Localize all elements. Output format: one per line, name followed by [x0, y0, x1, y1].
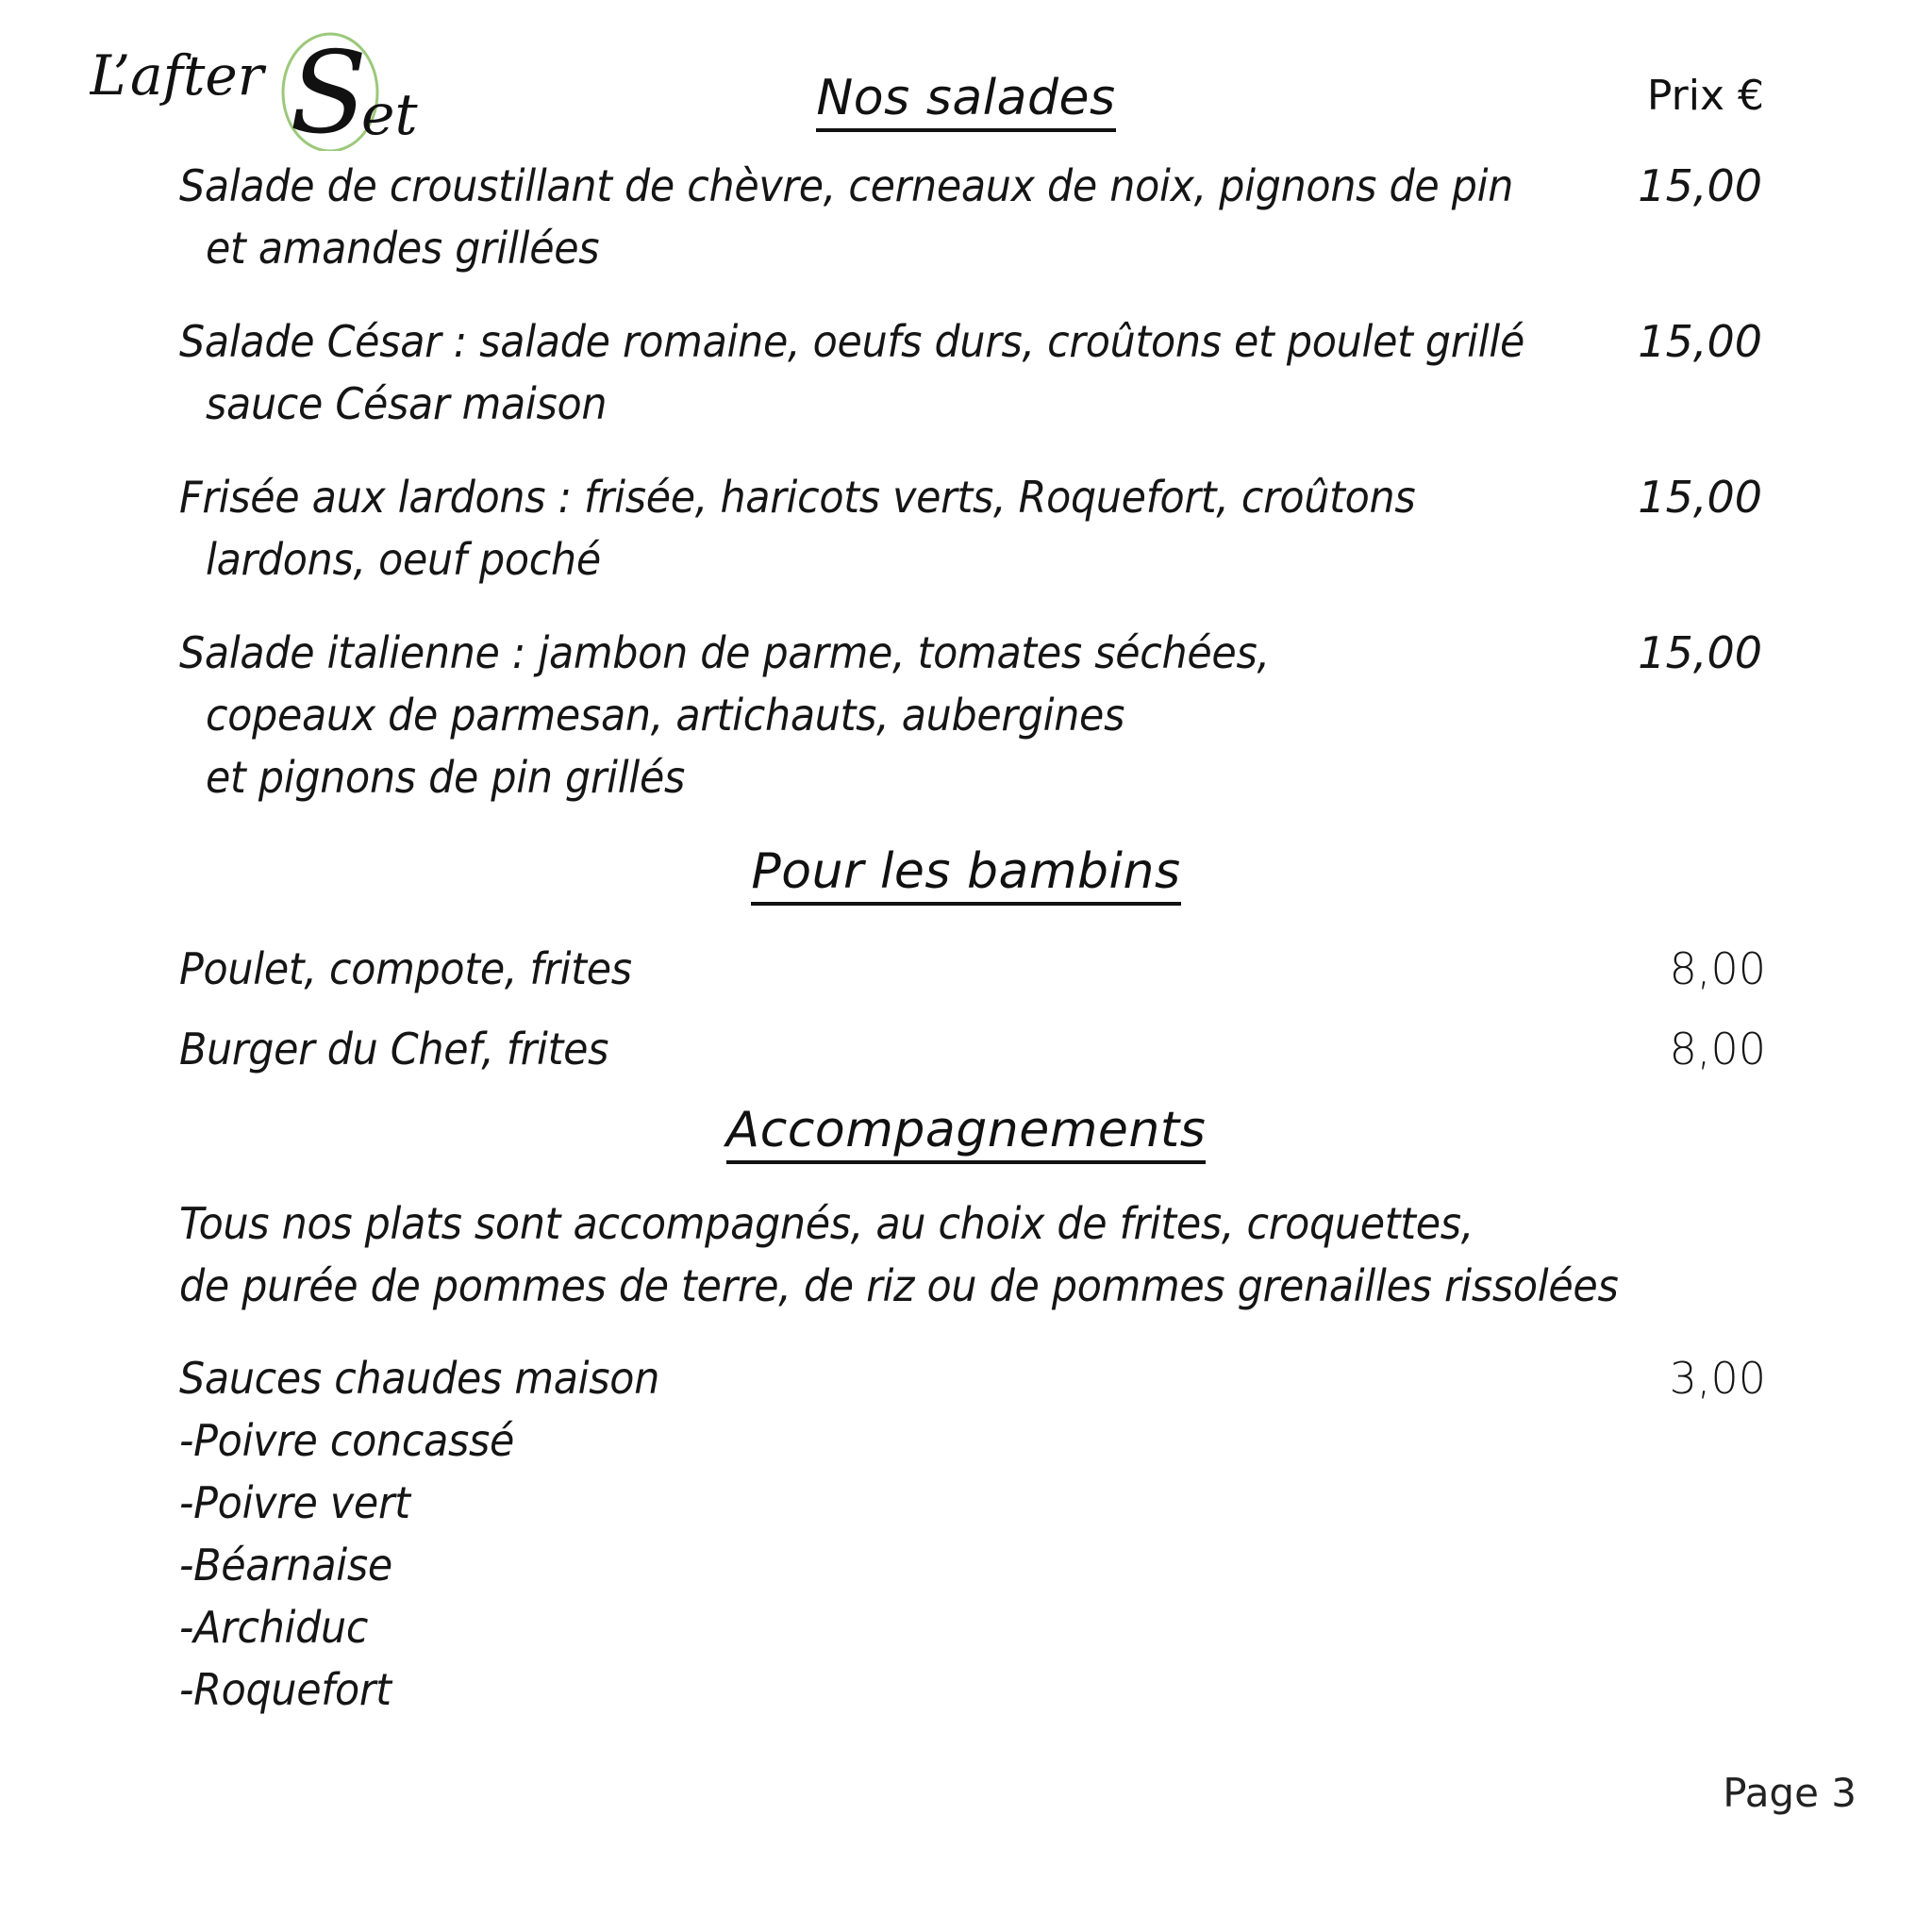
item-line: et pignons de pin grillés — [206, 752, 686, 803]
section-title-text: Nos salades — [816, 73, 1115, 132]
item-price: 8,00 — [1669, 1024, 1766, 1074]
svg-text:et: et — [361, 82, 418, 148]
item-line: et amandes grillées — [206, 223, 600, 274]
item-price: 15,00 — [1638, 627, 1762, 678]
section-title-text: Accompagnements — [726, 1105, 1207, 1164]
sauce-option: -Archiduc — [179, 1602, 369, 1653]
item-line: sauce César maison — [206, 378, 608, 429]
section-title-text: Pour les bambins — [751, 846, 1180, 906]
section-title-salads — [0, 70, 1932, 132]
sauce-option: -Béarnaise — [179, 1540, 392, 1591]
item-price: 8,00 — [1669, 943, 1766, 994]
item-line: Burger du Chef, frites — [179, 1024, 609, 1074]
note-line: de purée de pommes de terre, de riz ou de pommes grenailles rissolées — [179, 1260, 1619, 1311]
price-column-label: Prix € — [1646, 72, 1764, 120]
item-price: 15,00 — [1638, 316, 1762, 367]
section-title-sides — [0, 1102, 1932, 1164]
sauce-option: -Roquefort — [179, 1664, 391, 1715]
item-line: Salade italienne : jambon de parme, tomates séchées, — [179, 627, 1270, 678]
sauce-option: -Poivre vert — [179, 1477, 410, 1528]
item-price: 3,00 — [1669, 1353, 1766, 1404]
svg-text:L’after: L’after — [90, 43, 264, 108]
item-line: Salade de croustillant de chèvre, cerneaux de noix, pignons de pin — [179, 160, 1514, 211]
item-price: 15,00 — [1638, 160, 1762, 211]
svg-text:S: S — [290, 28, 368, 151]
note-line: Tous nos plats sont accompagnés, au choix de frites, croquettes, — [179, 1198, 1474, 1249]
item-line: Frisée aux lardons : frisée, haricots verts, Roquefort, croûtons — [179, 472, 1416, 523]
section-title-kids — [0, 843, 1932, 906]
item-line: copeaux de parmesan, artichauts, aubergines — [206, 690, 1125, 741]
item-line: Poulet, compote, frites — [179, 943, 632, 994]
item-price: 15,00 — [1638, 472, 1762, 523]
page-number: Page 3 — [1723, 1770, 1857, 1816]
item-line: Sauces chaudes maison — [179, 1353, 660, 1404]
item-line: Salade César : salade romaine, oeufs durs, croûtons et poulet grillé — [179, 316, 1524, 367]
sauce-option: -Poivre concassé — [179, 1415, 515, 1466]
item-line: lardons, oeuf poché — [206, 534, 601, 585]
